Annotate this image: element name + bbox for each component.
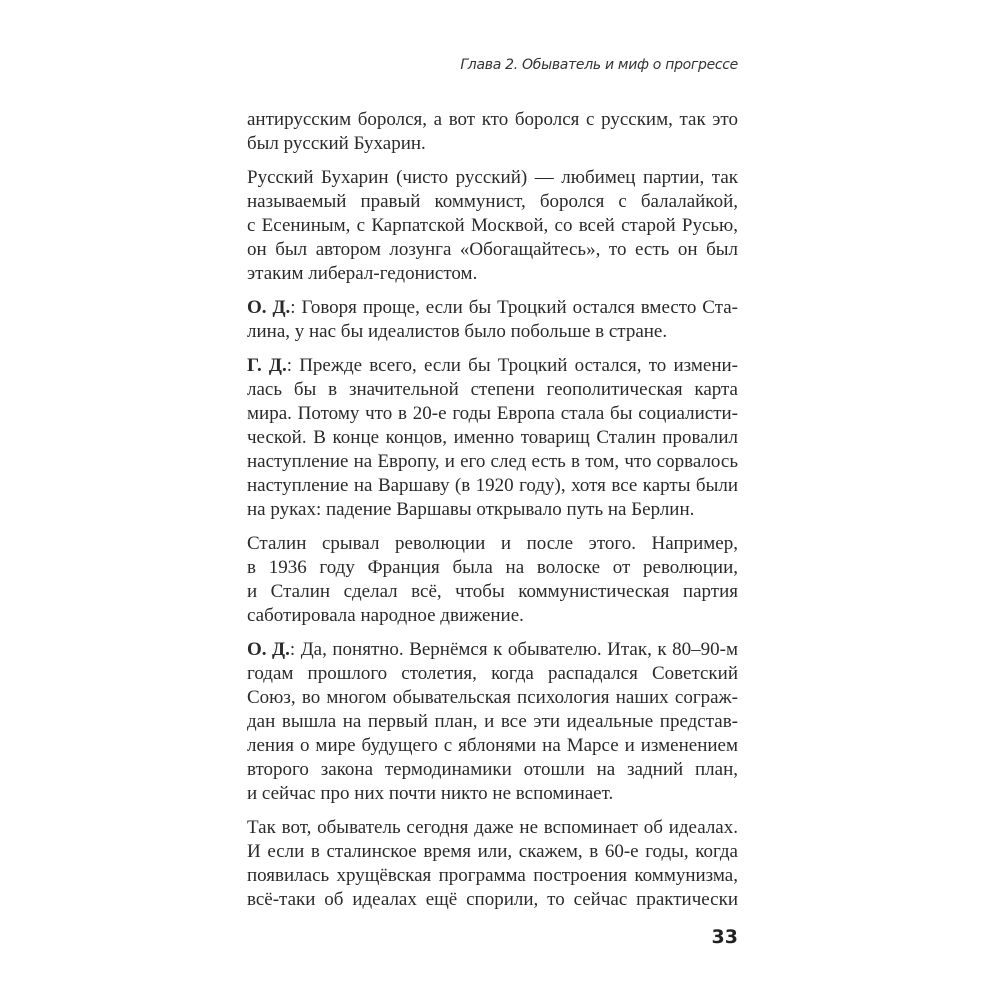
line-text: с Есениным, с Карпатской Москвой, со всей старой Русью, [247,215,738,236]
text-line [247,262,738,286]
line-text: наступление на Европу, и его след есть в том, что сорвалось [247,451,738,472]
text-line [247,214,738,238]
line-text: и Сталин сделал всё, чтобы коммунистическая партия [247,581,738,602]
text-line [247,888,738,912]
line-text: называемый правый коммунист, боролся с балалайкой, [247,191,738,212]
text-line [247,426,738,450]
line-text: он был автором лозунга «Обогащайтесь», то есть он был [247,239,738,260]
line-text: появилась хрущёвская программа построения коммунизма, [247,865,738,886]
text-line [247,166,738,190]
line-text: и сейчас про них почти никто не вспоминает. [247,783,614,804]
text-line [247,474,738,498]
text-line [247,532,738,556]
line-text: ления о мире будущего с яблонями на Марсе и изменением [247,735,738,756]
text-line [247,402,738,426]
paragraph [247,638,738,806]
text-line [247,108,738,132]
line-text: в 1936 году Франция была на волоске от революции, [247,557,738,578]
text-line [247,498,738,522]
paragraph [247,296,738,344]
text-line [247,378,738,402]
text-line [247,734,738,758]
line-text: мира. Потому что в 20-е годы Европа стала бы социалисти- [247,403,738,424]
text-line [247,320,738,344]
text-line [247,638,738,662]
text-line [247,686,738,710]
line-text: И если в сталинское время или, скажем, в 60-е годы, когда [247,841,738,862]
text-line [247,662,738,686]
paragraph [247,816,738,912]
line-text: был русский Бухарин. [247,133,426,154]
text-line [247,604,738,628]
text-line [247,758,738,782]
text-line [247,132,738,156]
line-text: саботировала народное движение. [247,605,524,626]
text-line [247,864,738,888]
line-text: годам прошлого столетия, когда распадался Советский [247,663,738,684]
line-text: Сталин срывал революции и после этого. Например, [247,533,738,554]
line-text: Союз, во многом обывательская психология наших сограж- [247,687,738,708]
text-line [247,556,738,580]
text-line [247,710,738,734]
line-text: антирусским боролся, а вот кто боролся с русским, так это [247,109,738,130]
line-text: лась бы в значительной степени геополитическая карта [247,379,738,400]
paragraph [247,166,738,286]
line-text: лина, у нас бы идеалистов было побольше в стране. [247,321,668,342]
line-text: всё-таки об идеалах ещё спорили, то сейчас практически [247,889,738,910]
paragraph [247,108,738,156]
body-text [247,108,738,912]
text-line [247,816,738,840]
line-text: : Прежде всего, если бы Троцкий остался, то измени- [286,355,738,376]
speaker-label: О. Д. [247,297,291,318]
text-line [247,296,738,320]
line-text: наступление на Варшаву (в 1920 году), хотя все карты были [247,475,738,496]
text-line [247,580,738,604]
page-number: 33 [711,926,738,948]
line-text: : Говоря проще, если бы Троцкий остался вместо Ста- [290,297,738,318]
line-text: Так вот, обыватель сегодня даже не вспоминает об идеалах. [247,817,738,838]
paragraph [247,354,738,522]
text-line [247,840,738,864]
line-text: ческой. В конце концов, именно товарищ Сталин провалил [247,427,738,448]
paragraph [247,532,738,628]
text-line [247,190,738,214]
speaker-label: Г. Д. [247,355,287,376]
line-text: : Да, понятно. Вернёмся к обывателю. Итак, к 80–90-м [289,639,738,660]
text-line [247,782,738,806]
line-text: на руках: падение Варшавы открывало путь на Берлин. [247,499,695,520]
text-line [247,354,738,378]
line-text: Русский Бухарин (чисто русский) — любимец партии, так [247,167,738,188]
line-text: этаким либерал-гедонистом. [247,263,478,284]
line-text: второго закона термодинамики отошли на задний план, [247,759,738,780]
running-header: Глава 2. Обыватель и миф о прогрессе [460,57,738,73]
text-line [247,238,738,262]
line-text: дан вышла на первый план, и все эти идеальные представ- [247,711,738,732]
speaker-label: О. Д. [247,639,290,660]
text-line [247,450,738,474]
